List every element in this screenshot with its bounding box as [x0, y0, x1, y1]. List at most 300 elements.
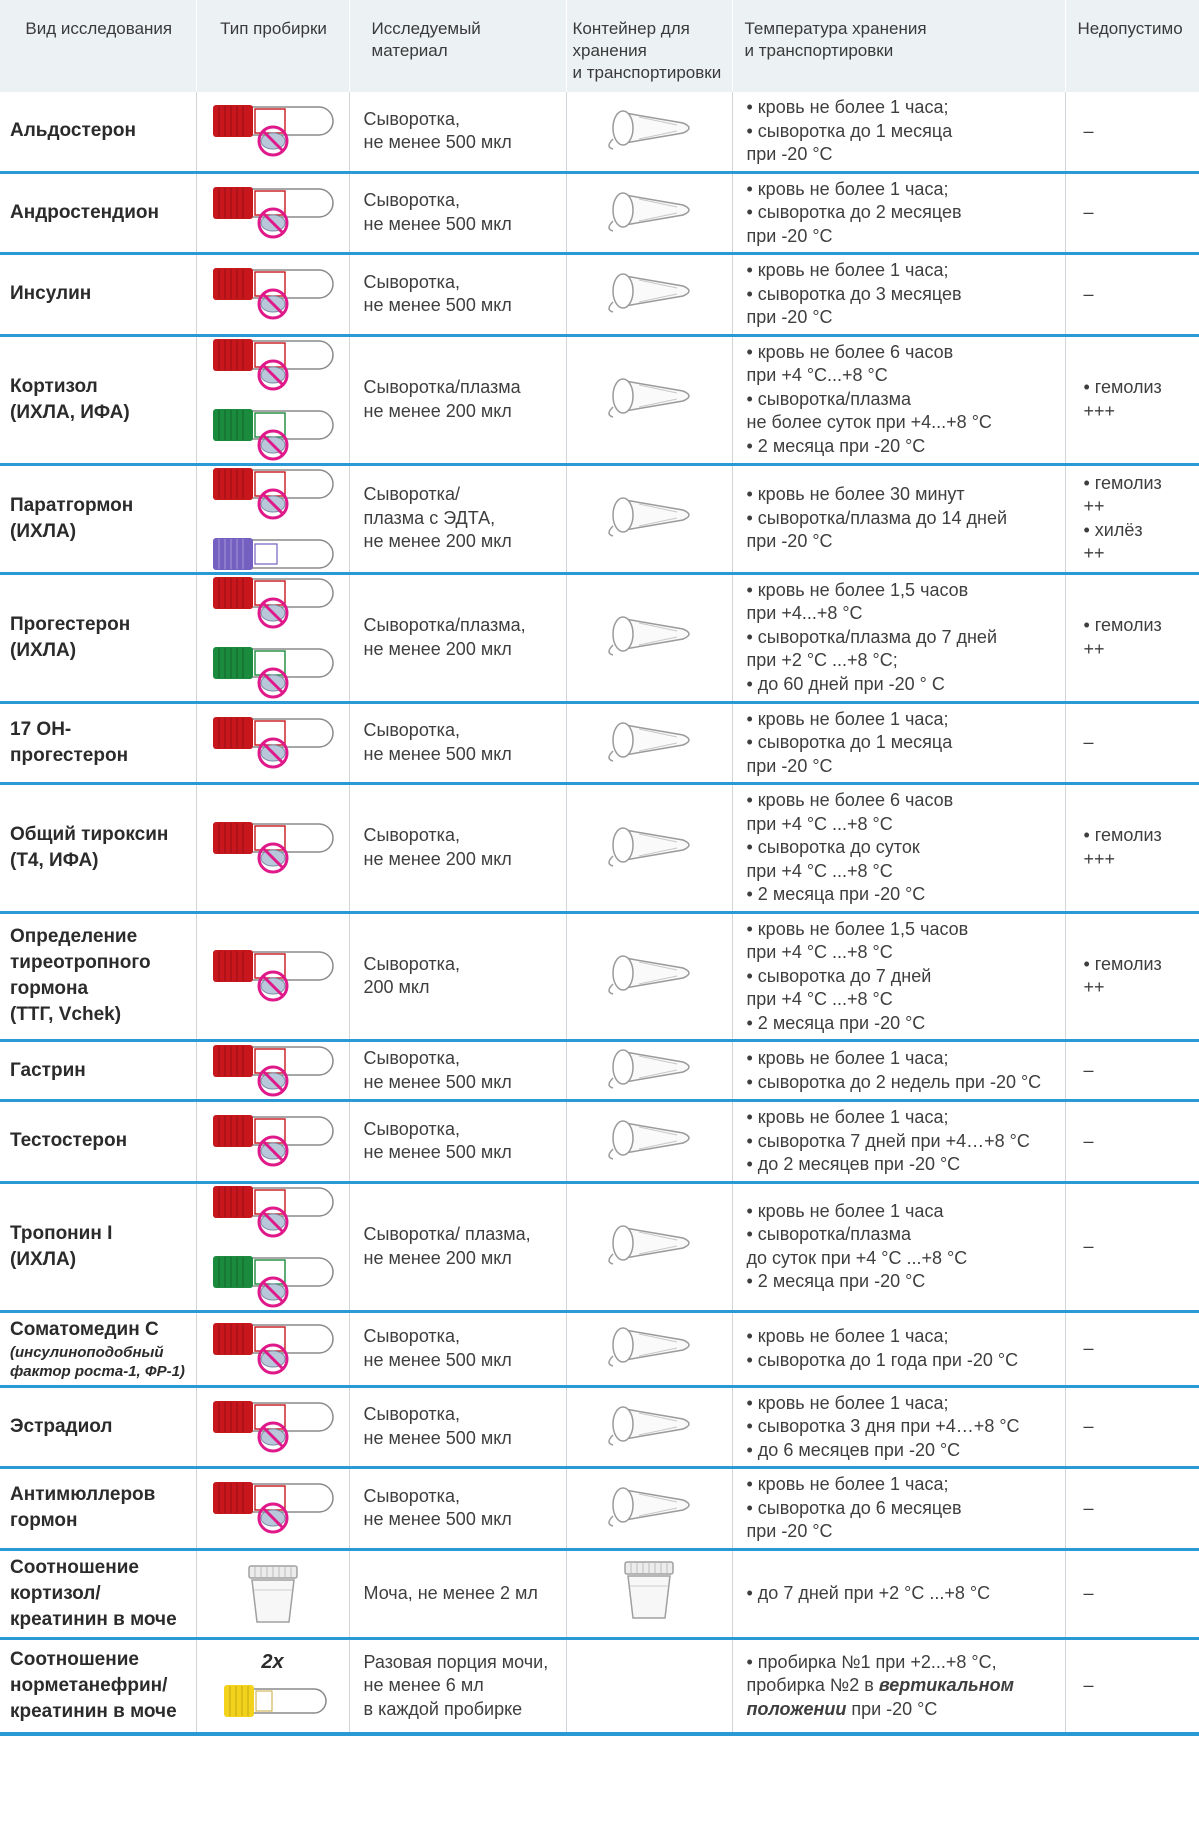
temp-line: • до 6 месяцев при -20 °С — [746, 1439, 961, 1460]
material — [349, 92, 566, 172]
material-line: не менее 500 мкл — [363, 132, 512, 153]
test-name-line: Тропонин I — [10, 1222, 113, 1244]
temp-line: при -20 °С — [746, 531, 833, 552]
test-name — [0, 573, 196, 702]
test-name — [0, 464, 196, 573]
test-name-sub-line: фактор роста-1, ФР-1) — [10, 1362, 185, 1380]
forbidden-line: ++ — [1083, 977, 1105, 998]
header-type-label: Вид исследования — [25, 19, 173, 38]
test-name-line: Соматомедин С — [10, 1318, 159, 1340]
container — [566, 1182, 732, 1311]
temp-line: при -20 °С — [746, 225, 833, 246]
forbidden-line: – — [1083, 1416, 1094, 1436]
material-line: Сыворотка, — [363, 271, 460, 292]
temp-line: при -20 °С — [746, 755, 833, 776]
table-row — [0, 1041, 1199, 1101]
test-name-line: Соотношение — [10, 1648, 139, 1670]
material-line: не менее 200 мкл — [363, 1247, 512, 1268]
header-temperature — [732, 0, 1065, 92]
forbidden — [1065, 1311, 1199, 1386]
container — [566, 702, 732, 784]
temp-line: • сыворотка до 1 года при -20 °С — [746, 1349, 1019, 1370]
forbidden-line: • гемолиз — [1083, 615, 1162, 635]
temp-line: • кровь не более 6 часов — [746, 790, 954, 810]
container — [566, 1386, 732, 1468]
temp-line: • кровь не более 1 часа; — [746, 708, 949, 729]
header-type — [0, 0, 196, 92]
material-line: Сыворотка, — [363, 1118, 460, 1139]
header-container-line: Контейнер для — [572, 19, 690, 38]
material-line: не менее 200 мкл — [363, 638, 512, 659]
test-name-line: тиреотропного — [10, 952, 151, 974]
forbidden-line: – — [1083, 283, 1094, 304]
green-tube-icon — [209, 407, 337, 463]
tube-count-label: 2x — [261, 1651, 284, 1673]
temp-line: • сыворотка до 1 месяца — [746, 120, 953, 141]
test-name-line: Эстрадиол — [10, 1415, 113, 1437]
temp-line: • кровь не более 1 часа; — [746, 178, 949, 199]
tube-type — [196, 573, 349, 702]
temp-line: • до 7 дней при +2 °С ...+8 °С — [746, 1582, 991, 1603]
table-row — [0, 1386, 1199, 1468]
eppendorf-container-icon — [599, 1218, 699, 1268]
test-name — [0, 912, 196, 1041]
forbidden-line: – — [1083, 1235, 1094, 1256]
forbidden-line: • гемолиз — [1083, 377, 1162, 397]
container — [566, 92, 732, 172]
container — [566, 335, 732, 464]
material-line: Сыворотка, — [363, 190, 460, 211]
material-line: не менее 500 мкл — [363, 743, 512, 764]
temperature — [732, 702, 1065, 784]
material-line: не менее 500 мкл — [363, 1349, 512, 1370]
material — [349, 464, 566, 573]
container — [566, 912, 732, 1041]
table-row — [0, 172, 1199, 254]
material-line: не менее 200 мкл — [363, 531, 512, 552]
temp-line: • кровь не более 30 минут — [746, 484, 965, 505]
test-name-line: креатинин в моче — [10, 1608, 177, 1630]
red-tube-icon — [209, 715, 337, 771]
table-row — [0, 702, 1199, 784]
material — [349, 912, 566, 1041]
material-line: не менее 6 мл — [363, 1675, 484, 1695]
temp-line: при +4 °С ...+8 °С — [746, 942, 893, 962]
purple-tube-icon — [209, 536, 337, 572]
temperature — [732, 573, 1065, 702]
test-name — [0, 1549, 196, 1638]
temp-line: • кровь не более 1 часа — [746, 1200, 944, 1221]
temperature — [732, 912, 1065, 1041]
eppendorf-container-icon — [599, 1320, 699, 1370]
forbidden — [1065, 92, 1199, 172]
temp-line: • кровь не более 1 часа; — [746, 97, 949, 117]
material-line: Сыворотка, — [363, 1404, 460, 1425]
test-name-line: Тестостерон — [10, 1130, 128, 1152]
forbidden-line: +++ — [1083, 400, 1116, 421]
temp-line: • сыворотка до 6 месяцев — [746, 1497, 962, 1518]
temperature — [732, 172, 1065, 254]
green-tube-icon — [209, 1254, 337, 1310]
tube-type — [196, 1638, 349, 1734]
forbidden-line: ++ — [1083, 638, 1105, 659]
table-row — [0, 912, 1199, 1041]
header-forbidden — [1065, 0, 1199, 92]
temp-text: пробирка №2 в — [746, 1675, 879, 1695]
temp-line: • сыворотка 3 дня при +4…+8 °С — [746, 1416, 1020, 1436]
header-container-line: и транспортировки — [572, 63, 722, 82]
temp-line: • кровь не более 1,5 часов — [746, 579, 969, 600]
test-name — [0, 1638, 196, 1734]
temp-emphasis: вертикальном — [878, 1675, 1014, 1695]
temp-line: • пробирка №1 при +2...+8 °С, — [746, 1651, 997, 1672]
temp-line: • сыворотка до 3 месяцев — [746, 283, 962, 304]
temp-line: • кровь не более 6 часов — [746, 341, 954, 362]
eppendorf-container-icon — [599, 490, 699, 540]
red-tube-icon — [209, 103, 337, 159]
eppendorf-container-icon — [599, 103, 699, 153]
test-name-line: Альдостерон — [10, 120, 137, 142]
test-name — [0, 335, 196, 464]
material — [349, 254, 566, 336]
material — [349, 1311, 566, 1386]
container — [566, 172, 732, 254]
material-line: Сыворотка/плазма — [363, 377, 521, 397]
tube-type — [196, 464, 349, 573]
temperature — [732, 1386, 1065, 1468]
container — [566, 1101, 732, 1183]
temp-emphasis: положении — [746, 1698, 847, 1719]
test-name-line: норметанефрин/ — [10, 1674, 168, 1696]
temperature — [732, 335, 1065, 464]
temp-line: при -20 °С — [746, 144, 833, 164]
forbidden — [1065, 254, 1199, 336]
temp-line: • кровь не более 1 часа; — [746, 1048, 949, 1068]
test-name-line: Антимюллеров — [10, 1484, 156, 1506]
forbidden-line: – — [1083, 1675, 1094, 1695]
forbidden-line: – — [1083, 1497, 1094, 1518]
forbidden — [1065, 1638, 1199, 1734]
material-line: не менее 500 мкл — [363, 1509, 512, 1530]
test-name-subtitle — [10, 1343, 188, 1381]
temp-line: • сыворотка/плазма — [746, 1224, 911, 1244]
forbidden-line: • гемолиз — [1083, 953, 1162, 974]
temperature — [732, 1101, 1065, 1183]
table-row — [0, 1182, 1199, 1311]
material-line: плазма с ЭДТА, — [363, 507, 496, 528]
forbidden — [1065, 912, 1199, 1041]
eppendorf-container-icon — [599, 1113, 699, 1163]
material — [349, 1638, 566, 1734]
tube-type — [196, 784, 349, 913]
test-name-line: гормона — [10, 978, 89, 1000]
urine-cup-icon — [243, 1562, 303, 1626]
container — [566, 573, 732, 702]
temp-line: • сыворотка до суток — [746, 837, 920, 857]
forbidden — [1065, 702, 1199, 784]
temp-line — [747, 1674, 1057, 1698]
forbidden — [1065, 335, 1199, 464]
material-line: Моча, не менее 2 мл — [363, 1582, 538, 1603]
test-name — [0, 1182, 196, 1311]
forbidden-line: – — [1083, 120, 1094, 141]
test-name-line: кортизол/ — [10, 1582, 101, 1604]
temp-line: • кровь не более 1 часа; — [746, 1107, 949, 1127]
container — [566, 1638, 732, 1734]
table-row — [0, 335, 1199, 464]
material-line: не менее 500 мкл — [363, 1071, 512, 1092]
table-row — [0, 784, 1199, 913]
forbidden-line: – — [1083, 1582, 1094, 1603]
eppendorf-container-icon — [599, 1480, 699, 1530]
material-line: не менее 500 мкл — [363, 295, 512, 316]
material-line: Сыворотка/плазма, — [363, 615, 526, 635]
material-line: Сыворотка, — [363, 1326, 460, 1346]
header-container — [566, 0, 732, 92]
forbidden-line: • гемолиз — [1083, 472, 1162, 493]
eppendorf-container-icon — [599, 820, 699, 870]
material — [349, 784, 566, 913]
red-tube-icon — [209, 185, 337, 241]
test-name-line: Кортизол — [10, 375, 98, 397]
tube-type — [196, 702, 349, 784]
eppendorf-container-icon — [599, 948, 699, 998]
temperature — [732, 1468, 1065, 1550]
material — [349, 172, 566, 254]
table-row — [0, 1638, 1199, 1734]
material — [349, 335, 566, 464]
test-name-line: (ТТГ, Vchek) — [10, 1004, 122, 1026]
green-tube-icon — [209, 645, 337, 701]
container — [566, 1041, 732, 1101]
test-name — [0, 1386, 196, 1468]
test-name — [0, 1041, 196, 1101]
container — [566, 464, 732, 573]
temp-line: • кровь не более 1,5 часов — [746, 918, 969, 939]
temperature — [732, 254, 1065, 336]
red-tube-icon — [209, 1480, 337, 1536]
temperature — [732, 464, 1065, 573]
container — [566, 1311, 732, 1386]
forbidden — [1065, 464, 1199, 573]
test-name-line: креатинин в моче — [10, 1700, 177, 1722]
temp-line: при +4 °С ...+8 °С — [746, 813, 893, 834]
material-line: 200 мкл — [363, 977, 430, 998]
test-name-line: гормон — [10, 1510, 78, 1532]
test-name-line: (ИХЛА) — [10, 520, 77, 542]
temp-line: • сыворотка/плазма до 14 дней — [746, 507, 1008, 528]
temp-line: • кровь не более 1 часа; — [746, 260, 949, 280]
forbidden — [1065, 784, 1199, 913]
temp-line: при +4 °С ...+8 °С — [746, 860, 893, 881]
temp-line: • сыворотка до 2 месяцев — [746, 202, 962, 222]
test-name-line: Гастрин — [10, 1059, 86, 1081]
test-name-line: (ИХЛА) — [10, 639, 77, 661]
temp-line: при +4 °С ...+8 °С — [746, 989, 893, 1009]
temp-line: при +2 °С ...+8 °С; — [746, 650, 898, 671]
red-tube-icon — [209, 1399, 337, 1455]
forbidden-line: – — [1083, 1337, 1094, 1358]
header-tube — [196, 0, 349, 92]
test-name-line: (ИХЛА, ИФА) — [10, 401, 130, 423]
container — [566, 1468, 732, 1550]
forbidden-line: – — [1083, 1059, 1094, 1080]
tube-type — [196, 254, 349, 336]
tube-type — [196, 92, 349, 172]
temperature — [732, 1638, 1065, 1734]
tube-type — [196, 335, 349, 464]
material-line: не менее 500 мкл — [363, 1142, 512, 1163]
material-line: не менее 200 мкл — [363, 400, 512, 421]
test-name — [0, 1101, 196, 1183]
table-row — [0, 1468, 1199, 1550]
tube-type — [196, 1101, 349, 1183]
temp-line: не более суток при +4...+8 °С — [746, 412, 992, 433]
forbidden — [1065, 172, 1199, 254]
forbidden — [1065, 1386, 1199, 1468]
forbidden-line: – — [1083, 202, 1094, 222]
material — [349, 1101, 566, 1183]
forbidden-line: ++ — [1083, 543, 1105, 563]
red-tube-icon — [209, 575, 337, 631]
test-name — [0, 784, 196, 913]
table-row — [0, 92, 1199, 172]
test-name-line: (Т4, ИФА) — [10, 849, 99, 871]
eppendorf-container-icon — [599, 266, 699, 316]
test-name-line: 17 ОН- — [10, 718, 72, 740]
temp-line: • сыворотка 7 дней при +4…+8 °С — [746, 1130, 1030, 1151]
material — [349, 1386, 566, 1468]
header-material — [349, 0, 566, 92]
test-name — [0, 254, 196, 336]
temp-line: • 2 месяца при -20 °С — [746, 1271, 926, 1291]
table-row — [0, 573, 1199, 702]
temp-line: при +4...+8 °С — [746, 603, 863, 624]
temp-line: • сыворотка до 7 дней — [746, 965, 932, 986]
header-temp-line: и транспортировки — [744, 41, 894, 60]
test-name — [0, 1311, 196, 1386]
material-line: Сыворотка, — [363, 720, 460, 741]
test-name-line: (ИХЛА) — [10, 1248, 77, 1270]
test-name-line: Андростендион — [10, 201, 159, 223]
test-name-line: прогестерон — [10, 744, 129, 766]
material — [349, 1549, 566, 1638]
tube-type — [196, 1311, 349, 1386]
forbidden — [1065, 1468, 1199, 1550]
test-name-line: Прогестерон — [10, 613, 131, 635]
material-line: в каждой пробирке — [363, 1698, 523, 1719]
forbidden — [1065, 1549, 1199, 1638]
table-body — [0, 92, 1199, 1734]
container — [566, 1549, 732, 1638]
material-line: не менее 200 мкл — [363, 848, 512, 869]
eppendorf-container-icon — [599, 371, 699, 421]
material-line: Разовая порция мочи, — [363, 1651, 549, 1672]
temp-line: до суток при +4 °С ...+8 °С — [746, 1247, 968, 1268]
temperature — [732, 92, 1065, 172]
temperature — [732, 1311, 1065, 1386]
forbidden — [1065, 1182, 1199, 1311]
temp-line: • сыворотка до 1 месяца — [746, 732, 953, 752]
red-tube-icon — [209, 1321, 337, 1377]
forbidden-line: – — [1083, 1130, 1094, 1151]
eppendorf-container-icon — [599, 1399, 699, 1449]
temp-line: • кровь не более 1 часа; — [746, 1474, 949, 1494]
forbidden — [1065, 1101, 1199, 1183]
eppendorf-container-icon — [599, 609, 699, 659]
forbidden-line: • хилёз — [1083, 519, 1143, 540]
temp-line: при -20 °С — [746, 307, 833, 327]
table-row — [0, 254, 1199, 336]
temp-line: • до 2 месяцев при -20 °С — [746, 1154, 961, 1174]
red-tube-icon — [209, 948, 337, 1004]
table-row — [0, 1311, 1199, 1386]
temp-line — [747, 1698, 1057, 1722]
tube-type — [196, 1182, 349, 1311]
material-line: Сыворотка, — [363, 108, 460, 129]
header-material-line: Исследуемый — [371, 19, 481, 38]
material-line: Сыворотка/ плазма, — [363, 1224, 531, 1244]
temp-line: • кровь не более 1 часа; — [746, 1392, 949, 1413]
tube-type — [196, 1468, 349, 1550]
table-row — [0, 464, 1199, 573]
table-row — [0, 1549, 1199, 1638]
table-header — [0, 0, 1199, 92]
test-name — [0, 702, 196, 784]
red-tube-icon — [209, 820, 337, 876]
header-container-line: хранения — [572, 41, 647, 60]
eppendorf-container-icon — [599, 715, 699, 765]
material — [349, 702, 566, 784]
tube-type — [196, 912, 349, 1041]
test-name — [0, 172, 196, 254]
forbidden-line: +++ — [1083, 848, 1116, 869]
material-line: Сыворотка, — [363, 1485, 460, 1506]
temperature — [732, 1549, 1065, 1638]
tube-type — [196, 172, 349, 254]
material-line: Сыворотка, — [363, 953, 460, 974]
temp-line: • до 60 дней при -20 ° С — [746, 673, 945, 694]
test-name — [0, 92, 196, 172]
red-tube-icon — [209, 266, 337, 322]
yellow-tube-icon — [218, 1681, 328, 1721]
material-line: не менее 500 мкл — [363, 1427, 512, 1448]
eppendorf-container-icon — [599, 185, 699, 235]
temp-line: при -20 °С — [746, 1521, 833, 1541]
test-name-line: Определение — [10, 926, 138, 948]
table-row — [0, 1101, 1199, 1183]
temperature — [732, 1182, 1065, 1311]
eppendorf-container-icon — [599, 1042, 699, 1092]
header-tube-label: Тип пробирки — [220, 19, 327, 38]
temp-line: • сыворотка/плазма — [746, 388, 911, 409]
temp-text: при -20 °С — [846, 1698, 938, 1719]
material-line: Сыворотка/ — [363, 484, 460, 505]
temp-line: • сыворотка до 2 недель при -20 °С — [746, 1071, 1042, 1092]
forbidden-line: – — [1083, 732, 1094, 752]
tube-type — [196, 1549, 349, 1638]
header-temp-line: Температура хранения — [744, 19, 927, 38]
header-forbidden-label: Недопустимо — [1077, 19, 1183, 38]
test-name-sub-line: (инсулиноподобный — [10, 1343, 164, 1361]
forbidden — [1065, 573, 1199, 702]
material — [349, 1182, 566, 1311]
test-name-line: Инсулин — [10, 283, 92, 305]
temp-line: • 2 месяца при -20 °С — [746, 884, 926, 904]
container — [566, 784, 732, 913]
temp-line: • 2 месяца при -20 °С — [746, 435, 926, 456]
red-tube-icon — [209, 466, 337, 522]
